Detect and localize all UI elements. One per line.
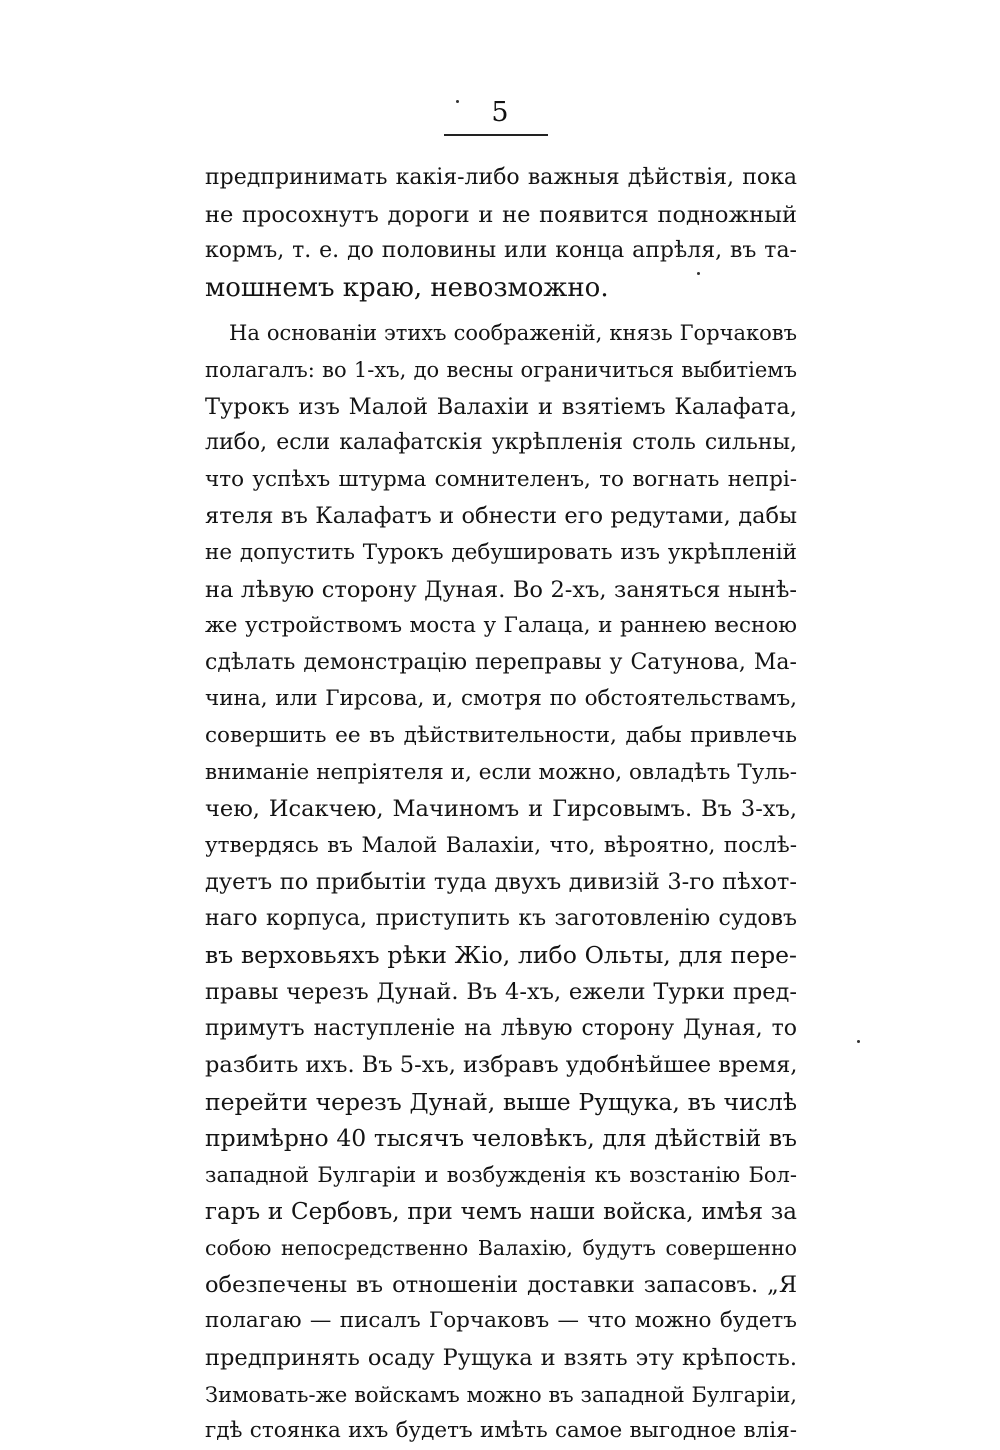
- text-line: чина, или Гирсова, и, смотря по обстоятельствамъ,: [205, 686, 797, 712]
- text-line: кормъ, т. е. до половины или конца апрѣля, въ та-: [205, 238, 797, 264]
- text-line: же устройствомъ моста у Галаца, и раннею весною: [205, 613, 797, 639]
- text-line: не просохнутъ дороги и не появится подножный: [205, 201, 797, 228]
- page-number: 5: [491, 97, 509, 128]
- text-line: На основаніи этихъ соображеній, князь Горчаковъ: [229, 321, 797, 346]
- print-speck: [697, 272, 700, 275]
- text-line: Турокъ изъ Малой Валахіи и взятіемъ Калафата,: [205, 393, 797, 420]
- text-line: въ верховьяхъ рѣки Жіо, либо Ольты, для пере-: [205, 941, 797, 970]
- text-line: разбить ихъ. Въ 5-хъ, избравъ удобнѣйшее время,: [205, 1052, 797, 1079]
- text-line: примутъ наступленіе на лѣвую сторону Дуная, то: [205, 1015, 797, 1041]
- text-line: собою непосредственно Валахію, будутъ совершенно: [205, 1236, 797, 1261]
- text-line: либо, если калафатскія укрѣпленія столь сильны,: [205, 430, 797, 456]
- text-line: предпринять осаду Рущука и взять эту крѣпость.: [205, 1345, 797, 1371]
- text-line: ятеля въ Калафатъ и обнести его редутами, дабы: [205, 503, 797, 530]
- text-line: мошнемъ краю, невозможно.: [205, 272, 609, 303]
- text-line: примѣрно 40 тысячъ человѣкъ, для дѣйствій въ: [205, 1124, 797, 1153]
- text-line: наго корпуса, приступить къ заготовленію судовъ: [205, 905, 797, 931]
- text-line: правы черезъ Дунай. Въ 4-хъ, ежели Турки пред-: [205, 979, 797, 1006]
- paragraph-1: [205, 160, 797, 306]
- page-header: [0, 98, 1000, 128]
- header-rule: [444, 134, 548, 136]
- text-line: что успѣхъ штурма сомнителенъ, то вогнать непрі-: [205, 466, 797, 492]
- text-line: не допустить Турокъ дебушировать изъ укрѣпленій: [205, 539, 797, 565]
- text-line: гдѣ стоянка ихъ будетъ имѣть самое выгодное влія-: [205, 1418, 797, 1444]
- text-line: вниманіе непріятеля и, если можно, овладѣть Туль-: [205, 759, 797, 785]
- text-line: Зимовать-же войскамъ можно въ западной Булгаріи,: [205, 1382, 797, 1407]
- text-line: гаръ и Сербовъ, при чемъ наши войска, имѣя за: [205, 1198, 797, 1225]
- text-line: предпринимать какія-либо важныя дѣйствія, пока: [205, 165, 797, 190]
- text-line: западной Булгаріи и возбужденія къ возстанію Бол-: [205, 1163, 797, 1188]
- text-line: полагалъ: во 1-хъ, до весны ограничиться выбитіемъ: [205, 357, 797, 382]
- text-line: обезпечены въ отношеніи доставки запасовъ. „Я: [205, 1271, 797, 1298]
- text-line: дуетъ по прибытіи туда двухъ дивизій 3-го пѣхот-: [205, 869, 797, 896]
- text-line: совершить ее въ дѣйствительности, дабы привлечь: [205, 722, 797, 748]
- text-line: утвердясь въ Малой Валахіи, что, вѣроятно, послѣ-: [205, 832, 797, 858]
- text-line: полагаю — писалъ Горчаковъ — что можно будетъ: [205, 1308, 797, 1334]
- text-line: перейти черезъ Дунай, выше Рущука, въ числѣ: [205, 1087, 797, 1116]
- print-speck: [456, 100, 459, 103]
- text-line: сдѣлать демонстрацію переправы у Сатунова, Ма-: [205, 649, 797, 675]
- print-speck: [857, 1040, 860, 1043]
- text-line: на лѣвую сторону Дуная. Во 2-хъ, заняться нынѣ-: [205, 576, 797, 603]
- paragraph-2: [205, 315, 797, 1449]
- body-text: [205, 160, 797, 1450]
- text-line: чею, Исакчею, Мачиномъ и Гирсовымъ. Въ 3-хъ,: [205, 796, 797, 823]
